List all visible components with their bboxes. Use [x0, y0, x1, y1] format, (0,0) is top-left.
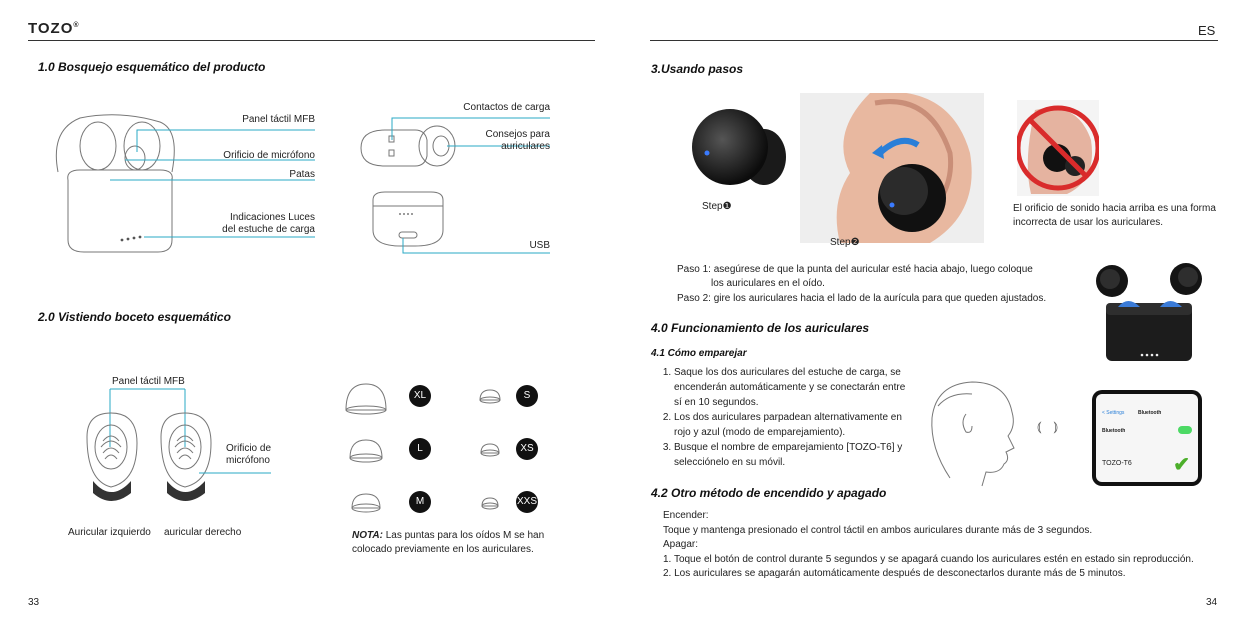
- paso-2: Paso 2: gire los auriculares hacia el lado de la aurícula para que queden ajustados.: [677, 293, 1047, 304]
- case-label-panel: Panel táctil MFB: [242, 114, 315, 125]
- size-badge-xs: XS: [516, 438, 538, 460]
- case-open-photo: [1090, 255, 1210, 365]
- paso-1: Paso 1: asegúrese de que la punta del auricular esté hacia abajo, luego coloque los auriculares en el oído.: [677, 264, 1033, 289]
- subsection-4-2-title: 4.2 Otro método de encendido y apagado: [651, 486, 887, 500]
- list-item: 2. Los dos auriculares parpadean alternativamente en rojo y azul (modo de emparejamiento).: [674, 410, 914, 440]
- signal-waves-icon: ⦅ ⦆: [1037, 418, 1058, 434]
- step2-ear-photo: [800, 93, 984, 243]
- section3-title: 3.Usando pasos: [651, 62, 744, 76]
- wear-label-mic: Orificio de micrófono: [226, 443, 272, 466]
- right-header-rule: [650, 40, 1218, 41]
- size-badge-s: S: [516, 385, 538, 407]
- phone-mockup: [1092, 390, 1202, 486]
- phone-back-link[interactable]: < Settings: [1102, 410, 1125, 416]
- step1-label: Step❶: [702, 201, 732, 212]
- wrong-usage-caption: El orificio de sonido hacia arriba es una forma incorrecta de usar los auriculares.: [1013, 203, 1216, 228]
- step1-earbud-photo: [682, 95, 792, 205]
- page-number-left: 33: [28, 597, 40, 608]
- language-code: ES: [1198, 23, 1216, 38]
- brand-logo: TOZO®: [28, 20, 80, 37]
- phone-bluetooth-row: Bluetooth: [1102, 428, 1192, 434]
- head-sketch-illustration: [920, 378, 1030, 488]
- note: NOTA: Las puntas para los oídos M se han colocado previamente en los auriculares.: [352, 530, 545, 555]
- section2-title: 2.0 Vistiendo boceto esquemático: [38, 310, 231, 324]
- section4-title: 4.0 Funcionamiento de los auriculares: [651, 321, 870, 335]
- size-badge-xl: XL: [409, 385, 431, 407]
- ear-tips-illustration: [340, 378, 540, 538]
- earbud-side-illustration: [355, 100, 555, 260]
- bud-label-usb: USB: [529, 240, 550, 251]
- step2-label: Step❷: [830, 237, 860, 248]
- wear-label-left: Auricular izquierdo: [68, 527, 151, 538]
- wear-label-panel: Panel táctil MFB: [112, 376, 185, 387]
- bud-label-tips: Consejos para auriculares: [485, 129, 550, 152]
- bluetooth-toggle[interactable]: [1178, 426, 1192, 434]
- bud-label-contacts: Contactos de carga: [463, 102, 550, 113]
- list-item: 3. Busque el nombre de emparejamiento [TOZO-T6] y selecciónelo en su móvil.: [674, 440, 914, 470]
- phone-title: Bluetooth: [1138, 410, 1162, 416]
- wrong-usage-photo: [1017, 100, 1099, 196]
- size-badge-l: L: [409, 438, 431, 460]
- subsection-4-1-title: 4.1 Cómo emparejar: [651, 348, 747, 359]
- case-label-pins: Patas: [289, 169, 315, 180]
- size-badge-xxs: XXS: [516, 491, 538, 513]
- check-icon: ✔: [1173, 454, 1190, 476]
- phone-device-row[interactable]: TOZO-T6: [1102, 460, 1132, 467]
- left-header-rule: [28, 40, 595, 41]
- page-number-right: 34: [1206, 597, 1218, 608]
- wear-label-right: auricular derecho: [164, 527, 242, 538]
- case-label-leds: Indicaciones Luces del estuche de carga: [222, 212, 315, 235]
- case-label-mic: Orificio de micrófono: [223, 150, 315, 161]
- list-item: 1. Saque los dos auriculares del estuche de carga, se encenderán automáticamente y se conectarán entre sí en 10 segundos.: [674, 365, 914, 410]
- size-badge-m: M: [409, 491, 431, 513]
- pairing-steps-list: [656, 365, 914, 470]
- power-instructions: Encender: Toque y mantenga presionado el control táctil en ambos auriculares durante más de 3 segundos. Apagar: 1. Toque el botón de control durante 5 segundos y se apagará cuando los auriculares estén en estado sin reproducción. 2. Los auriculares se apagarán automáticamente después de desconectarlos durante más de 5 minutos.: [663, 510, 1194, 580]
- section1-title: 1.0 Bosquejo esquemático del producto: [38, 60, 266, 74]
